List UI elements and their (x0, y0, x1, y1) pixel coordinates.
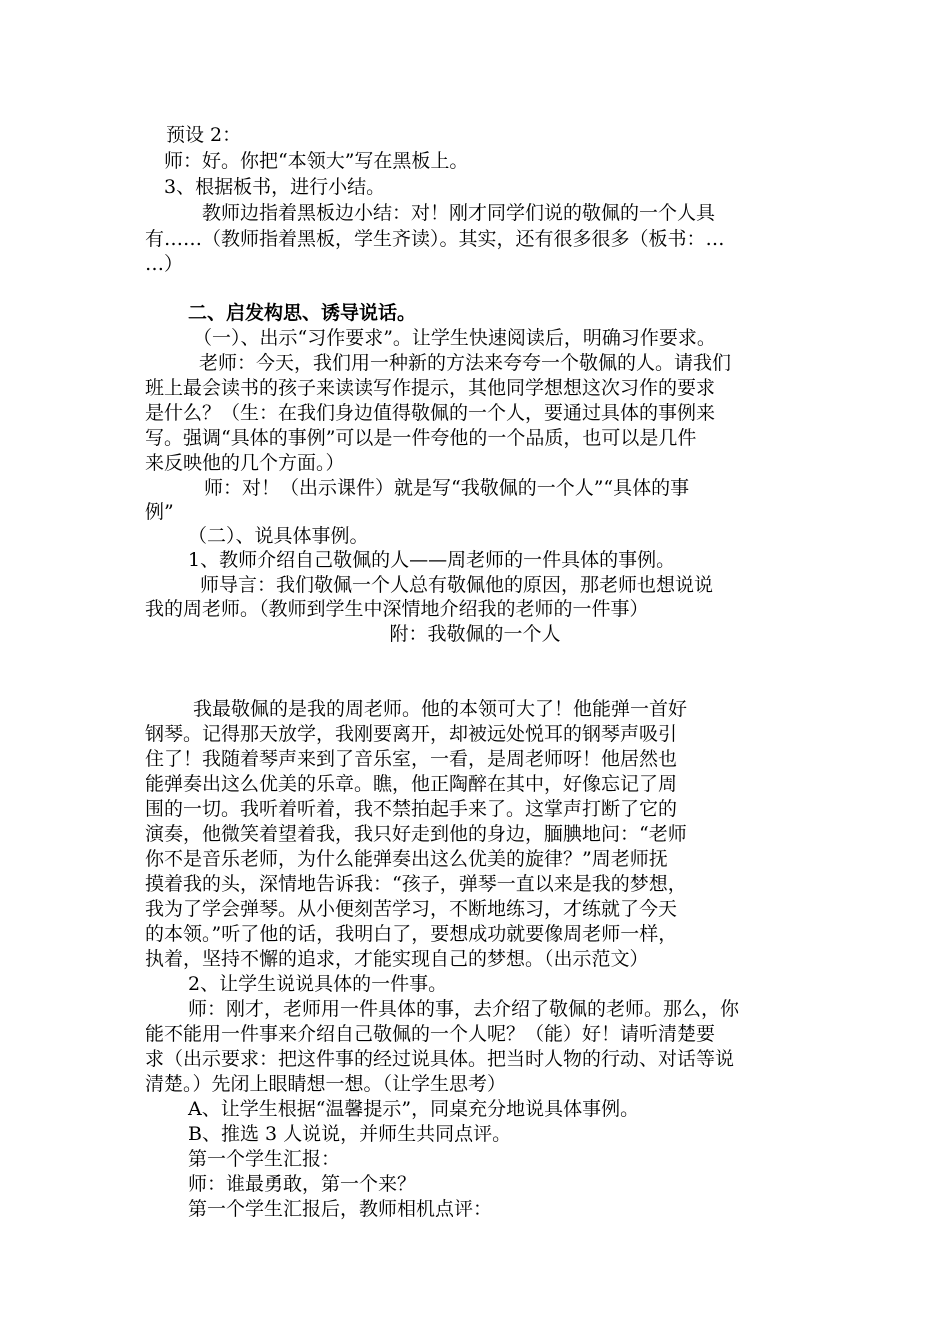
paragraph-line: 有……（教师指着黑板，学生齐读）。其实，还有很多很多（板书：… (145, 228, 725, 250)
paragraph-line: 教师边指着黑板边小结：对！刚才同学们说的敬佩的一个人具 (202, 202, 716, 224)
essay-line: 执着，坚持不懈的追求，才能实现自己的梦想。（出示范文） (145, 948, 649, 970)
paragraph-line: 能不能用一件事来介绍自己敬佩的一个人呢？（能）好！请听清楚要 (145, 1023, 716, 1045)
paragraph-line: 清楚。）先闭上眼睛想一想。（让学生思考） (145, 1073, 507, 1095)
paragraph-line: 来反映他的几个方面。） (145, 452, 345, 474)
essay-line: 你不是音乐老师，为什么能弹奏出这么优美的旋律？”周老师抚 (145, 848, 668, 870)
paragraph-line: 师导言：我们敬佩一个人总有敬佩他的原因，那老师也想说说 (200, 574, 714, 596)
essay-line: 我为了学会弹琴。从小便刻苦学习，不断地练习，才练就了今天 (145, 898, 678, 920)
essay-line: 围的一切。我听着听着，我不禁拍起手来了。这掌声打断了它的 (145, 798, 678, 820)
paragraph-line: 师：好。你把“本领大”写在黑板上。 (164, 150, 469, 172)
paragraph-line: 师：刚才，老师用一件具体的事，去介绍了敬佩的老师。那么，你 (188, 998, 740, 1020)
subsection-heading: （二）、说具体事例。 (188, 525, 369, 547)
paragraph-line: 第一个学生汇报后，教师相机点评： (188, 1198, 493, 1220)
essay-line: 的本领。”听了他的话，我明白了，要想成功就要像周老师一样， (145, 923, 678, 945)
paragraph-line: B、推选 3 人说说，并师生共同点评。 (188, 1123, 512, 1145)
essay-line: 我最敬佩的是我的周老师。他的本领可大了！他能弹一首好 (193, 698, 688, 720)
paragraph-line: A、让学生根据“温馨提示”，同桌充分地说具体事例。 (188, 1098, 640, 1120)
paragraph-line: 1、教师介绍自己敬佩的人——周老师的一件具体的事例。 (188, 549, 676, 571)
paragraph-line: 写。强调“具体的事例”可以是一件夸他的一个品质，也可以是几件 (145, 427, 697, 449)
essay-line: 摸着我的头，深情地告诉我：“孩子，弹琴一直以来是我的梦想， (145, 873, 687, 895)
paragraph-line: 是什么？（生：在我们身边值得敬佩的一个人，要通过具体的事例来 (145, 402, 716, 424)
preset-2-heading: 预设 2： (166, 124, 242, 146)
paragraph-line: …） (145, 253, 184, 275)
paragraph-line: 我的周老师。（教师到学生中深情地介绍我的老师的一件事） (145, 598, 649, 620)
essay-line: 钢琴。记得那天放学，我刚要离开，却被远处悦耳的钢琴声吸引 (145, 723, 678, 745)
paragraph-line: 2、让学生说说具体的一件事。 (188, 973, 448, 995)
paragraph-line: 3、根据板书，进行小结。 (164, 176, 386, 198)
essay-line: 住了！我随着琴声来到了音乐室，一看，是周老师呀！他居然也 (145, 748, 678, 770)
paragraph-line: （一）、出示“习作要求”。让学生快速阅读后，明确习作要求。 (193, 327, 716, 349)
essay-line: 演奏，他微笑着望着我，我只好走到他的身边，腼腆地问：“老师 (145, 823, 687, 845)
paragraph-line: 师：谁最勇敢，第一个来？ (188, 1173, 417, 1195)
paragraph-line: 班上最会读书的孩子来读读写作提示，其他同学想想这次习作的要求 (145, 377, 716, 399)
paragraph-line: 例” (145, 501, 174, 523)
paragraph-line: 第一个学生汇报： (188, 1148, 341, 1170)
section-heading: 二、启发构思、诱导说话。 (188, 302, 417, 324)
paragraph-line: 师：对！（出示课件）就是写“我敬佩的一个人”“具体的事 (204, 477, 690, 499)
paragraph-line: 求（出示要求：把这件事的经过说具体。把当时人物的行动、对话等说 (145, 1048, 735, 1070)
essay-line: 能弹奏出这么优美的乐章。瞧，他正陶醉在其中，好像忘记了周 (145, 773, 678, 795)
appendix-title: 附：我敬佩的一个人 (389, 623, 561, 645)
paragraph-line: 老师：今天，我们用一种新的方法来夸夸一个敬佩的人。请我们 (199, 352, 732, 374)
